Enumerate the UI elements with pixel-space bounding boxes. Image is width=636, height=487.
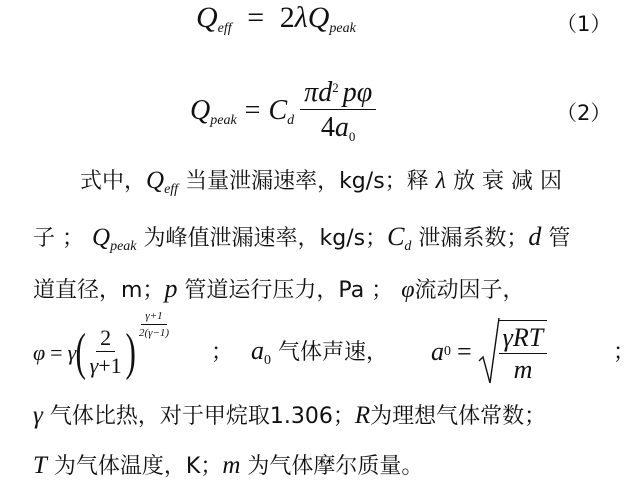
- eq2-p: p: [342, 77, 357, 108]
- line2-text-1: 子 ；: [33, 226, 84, 251]
- phi-exponent: [135, 311, 173, 339]
- eq1-equals: =: [247, 1, 265, 34]
- eq2-numerator: [300, 78, 376, 110]
- para-line-5: [33, 399, 546, 430]
- eq2-c-sub: d: [287, 112, 295, 128]
- eq1-lambda: λ: [294, 1, 308, 34]
- line1-q-sub: eff: [164, 182, 179, 197]
- para-line-3: [33, 273, 524, 304]
- sound-speed-formula: [431, 317, 547, 387]
- sqrt-radical-icon: [478, 317, 500, 387]
- line1-q: Q: [146, 167, 165, 194]
- eq2-equals: =: [244, 94, 261, 126]
- line1-text-2: 当量泄漏速率，kg/s；释: [178, 169, 436, 194]
- phi-paren-right: ): [125, 324, 136, 381]
- eq2-a-sub: 0: [348, 129, 356, 144]
- line2-text-2: 为峰值泄漏速率，kg/s；: [136, 226, 388, 251]
- line3-phi: φ: [401, 277, 415, 303]
- line5-gamma: γ: [33, 402, 43, 429]
- phi-inner-fraction: [86, 327, 126, 378]
- line6-t: T: [33, 452, 47, 479]
- eq1-lhs-sub: eff: [217, 21, 232, 36]
- line3-text-3: 流动因子，: [414, 278, 525, 303]
- line3-text-2: 管道运行压力，Pa ；: [177, 278, 394, 303]
- equation-2: [190, 78, 376, 143]
- para-line-6: [33, 449, 423, 480]
- line4-text-1: 气体声速，: [271, 340, 389, 365]
- eq2-denominator: [317, 110, 360, 143]
- eq2-a: a: [334, 112, 349, 143]
- sqrt-equals: =: [457, 337, 472, 366]
- eq1-lhs-q: Q: [196, 1, 218, 34]
- line5-r: R: [354, 402, 371, 429]
- line2-q-sub: peak: [110, 239, 137, 254]
- eq2-four: 4: [320, 112, 335, 143]
- eq2-lhs-sub: peak: [210, 112, 237, 128]
- line2-text-3: 泄漏系数；: [411, 226, 529, 251]
- line2-c-sub: d: [404, 239, 412, 254]
- line3-text-1: 道直径，m；: [33, 278, 165, 303]
- equation-2-number: （2）: [556, 101, 612, 125]
- phi-frac-den-gamma: γ: [89, 353, 99, 378]
- phi-frac-den-rest: +1: [98, 353, 122, 378]
- para-line-2: [33, 221, 570, 255]
- phi-symbol: φ: [33, 339, 46, 365]
- eq1-rhs-q: Q: [307, 1, 330, 34]
- line6-text-1: 为气体温度，K；: [46, 454, 223, 479]
- line6-m: m: [222, 452, 241, 479]
- line4-middle: [211, 335, 388, 369]
- eq2-pi: π: [304, 77, 319, 108]
- eq2-fraction: [300, 78, 376, 143]
- equation-1: [196, 0, 356, 37]
- para-line-1: [80, 164, 562, 198]
- line3-p: p: [164, 274, 178, 303]
- para-line-4: [33, 303, 636, 393]
- line1-text-1: 式中，: [80, 169, 147, 194]
- eq2-c: C: [268, 94, 288, 126]
- phi-paren-left: (: [75, 324, 87, 381]
- phi-frac-den: [86, 352, 126, 378]
- sqrt-numerator: γRT: [499, 325, 548, 354]
- line4-a-sub: 0: [264, 353, 272, 368]
- line5-text-2: 为理想气体常数；: [370, 404, 547, 429]
- line4-a: a: [251, 336, 265, 365]
- line6-text-2: 为气体摩尔质量。: [240, 454, 424, 479]
- line4-sep-1: ；: [211, 340, 234, 365]
- line1-lambda: λ: [435, 168, 447, 194]
- phi-exp-num: γ+1: [141, 311, 166, 325]
- eq2-d: d: [318, 77, 333, 108]
- eq1-rhs-sub: peak: [329, 21, 356, 36]
- phi-gamma: γ: [67, 339, 77, 365]
- line4-sep-2: ；: [613, 340, 636, 365]
- phi-equals: =: [50, 339, 63, 365]
- eq2-phi: φ: [356, 77, 373, 108]
- eq2-exp: 2: [332, 80, 339, 95]
- sqrt-fraction: [499, 320, 548, 383]
- line2-q: Q: [92, 224, 111, 251]
- sqrt-lhs-a: a: [431, 337, 444, 366]
- line5-text-1: 气体比热，对于甲烷取1.306；: [42, 404, 355, 429]
- line2-c: C: [387, 222, 405, 251]
- phi-exp-den: 2(γ−1): [139, 327, 170, 339]
- eq1-coef: 2: [279, 1, 295, 34]
- phi-frac-num: 2: [96, 327, 115, 352]
- sqrt-denominator: m: [513, 354, 533, 384]
- line1-text-3: 放 衰 减 因: [446, 169, 563, 194]
- equation-1-number: （1）: [556, 12, 612, 36]
- line2-text-4: 管: [541, 226, 571, 251]
- sqrt-lhs-sub: 0: [444, 344, 451, 359]
- line2-d: d: [528, 222, 542, 251]
- eq2-lhs-q: Q: [190, 94, 211, 126]
